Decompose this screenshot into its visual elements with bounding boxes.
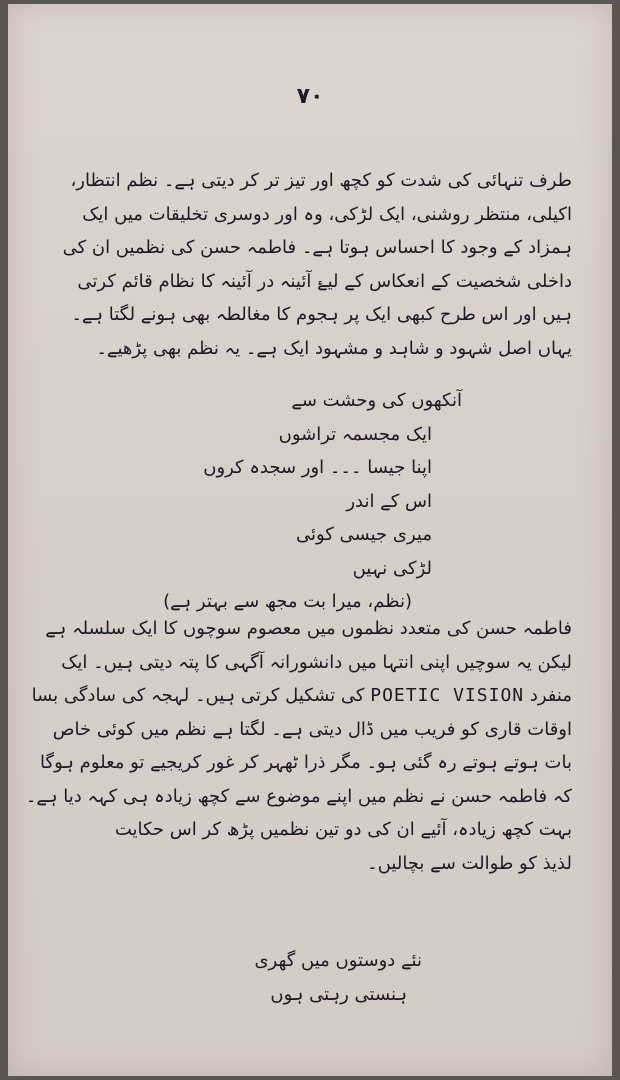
poem-1 [62, 384, 462, 619]
english-term: POETIC VISION [370, 685, 525, 706]
poem-line: لڑکی نہیں [352, 557, 432, 579]
text-line: فاطمہ حسن کی متعدد نظموں میں معصوم سوچوں کا ایک سلسلہ ہے [45, 618, 572, 639]
book-page [8, 4, 612, 1076]
text-line: کہ فاطمہ حسن نے نظم میں اپنے موضوع سے کچھ زیادہ ہی کہہ دیا ہے۔ [25, 785, 572, 807]
text-line: داخلی شخصیت کے انعکاس کے لیۓ آئینہ در آئینہ کا نظام قائم کرتی [77, 270, 572, 292]
text-line: ہمزاد کے وجود کا احساس ہوتا ہے۔ فاطمہ حسن کی نظمیں ان کی [62, 237, 572, 258]
text-line: طرف تنہائی کی شدت کو کچھ اور تیز تر کر دیتی ہے۔ نظم انتظار، [70, 170, 572, 191]
paragraph-1 [32, 164, 572, 365]
text-line: اکیلی، منتظر روشنی، ایک لڑکی، وہ اور دوسری تخلیقات میں ایک [82, 203, 572, 225]
text-line: لذیذ کو طوالت سے بچالیں۔ [367, 852, 572, 874]
poem-caption: (نظم، میرا بت مجھ سے بہتر ہے) [163, 591, 412, 612]
text-line: لیکن یہ سوچیں اپنی انتہا میں دانشورانہ آگہی کا پتہ دیتی ہیں۔ ایک [61, 651, 572, 673]
text-line: یہاں اصل شہود و شاہد و مشہود ایک ہے۔ یہ نظم بھی پڑھیے۔ [96, 337, 572, 359]
text-line: اوقات قاری کو فریب میں ڈال دیتی ہے۔ لگتا ہے نظم میں کوئی خاص [52, 718, 572, 740]
text-segment: منفرد [529, 685, 572, 706]
page-number: ۷۰ [296, 84, 324, 109]
poem-line: میری جیسی کوئی [295, 524, 432, 545]
text-line: بات ہوتے ہوتے رہ گئی ہو۔ مگر ذرا ٹھہر کر غور کریجیے تو معلوم ہوگا [40, 752, 572, 773]
text-line: ہیں اور اس طرح کبھی ایک پر ہجوم کا مغالطہ بھی ہونے لگتا ہے۔ [71, 304, 572, 325]
poem-2 [62, 944, 422, 1011]
paragraph-2 [25, 612, 572, 880]
text-line: بہت کچھ زیادہ، آئیے ان کی دو تین نظمیں پڑھ کر اس حکایت [114, 819, 572, 840]
text-segment: کی تشکیل کرتی ہیں۔ لہجہ کی سادگی بسا [31, 685, 365, 706]
poem-line: ایک مجسمہ تراشوں [278, 423, 432, 445]
text-line-mixed [32, 679, 572, 713]
poem-line: آنکھوں کی وحشت سے [291, 390, 462, 411]
poem-line: ہنستی رہتی ہوں [270, 983, 407, 1005]
poem-line: اپنا جیسا ۔۔۔ اور سجدہ کروں [203, 457, 432, 478]
poem-line: اس کے اندر [346, 490, 432, 512]
poem-line: نئے دوستوں میں گھری [254, 950, 422, 971]
